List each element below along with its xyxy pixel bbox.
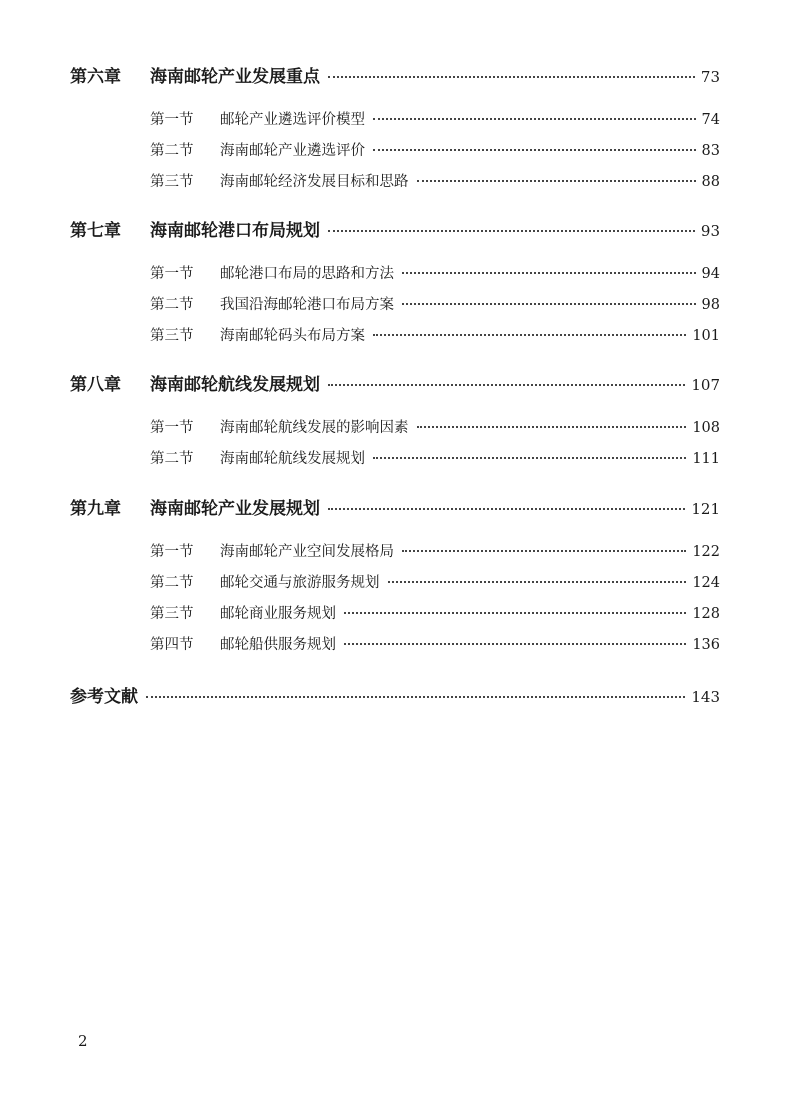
- section-title: 我国沿海邮轮港口布局方案: [220, 297, 394, 313]
- section-number: 第二节: [150, 575, 194, 591]
- toc-section-row[interactable]: [150, 571, 720, 592]
- toc-references-row[interactable]: [70, 682, 720, 707]
- references-title: 参考文献: [70, 687, 138, 707]
- section-number: 第三节: [150, 328, 194, 344]
- page-ref: 122: [692, 544, 720, 560]
- dot-leader: [417, 425, 687, 428]
- chapter-number: 第九章: [70, 499, 121, 519]
- dot-leader: [328, 383, 685, 386]
- page-ref: 108: [692, 420, 720, 436]
- page-ref: 124: [692, 575, 720, 591]
- dot-leader: [373, 456, 686, 459]
- toc-section-row[interactable]: [150, 447, 720, 468]
- page-ref: 98: [701, 297, 720, 313]
- section-title: 海南邮轮产业遴选评价: [220, 143, 365, 159]
- dot-leader: [146, 695, 685, 698]
- toc-section-row[interactable]: [150, 262, 720, 283]
- chapter-number: 第六章: [70, 67, 121, 87]
- page-ref: 111: [692, 451, 720, 467]
- dot-leader: [344, 642, 686, 645]
- toc-chapter-row[interactable]: [70, 62, 720, 87]
- section-title: 邮轮港口布局的思路和方法: [220, 266, 394, 282]
- page-ref: 107: [691, 376, 720, 394]
- toc-section-row[interactable]: [150, 293, 720, 314]
- section-title: 邮轮产业遴选评价模型: [220, 112, 365, 128]
- section-number: 第一节: [150, 544, 194, 560]
- chapter-title: 海南邮轮产业发展重点: [150, 67, 320, 87]
- page-ref: 136: [692, 637, 720, 653]
- page-number: 2: [78, 1032, 88, 1050]
- page-ref: 73: [700, 68, 720, 86]
- toc-section-row[interactable]: [150, 416, 720, 437]
- section-number: 第二节: [150, 143, 194, 159]
- toc-section-row[interactable]: [150, 170, 720, 191]
- dot-leader: [373, 148, 696, 151]
- toc-section-row[interactable]: [150, 540, 720, 561]
- dot-leader: [402, 302, 696, 305]
- section-title: 海南邮轮产业空间发展格局: [220, 544, 394, 560]
- dot-leader: [373, 333, 686, 336]
- page-ref: 121: [691, 500, 720, 518]
- page-ref: 83: [701, 143, 720, 159]
- chapter-number: 第八章: [70, 375, 121, 395]
- toc-chapter-row[interactable]: [70, 216, 720, 241]
- toc-chapter-row[interactable]: [70, 370, 720, 395]
- section-title: 海南邮轮码头布局方案: [220, 328, 365, 344]
- dot-leader: [328, 229, 695, 232]
- section-number: 第三节: [150, 606, 194, 622]
- page-ref: 93: [700, 222, 720, 240]
- toc-section-row[interactable]: [150, 324, 720, 345]
- section-number: 第二节: [150, 451, 194, 467]
- page-ref: 74: [701, 112, 720, 128]
- dot-leader: [344, 611, 686, 614]
- section-number: 第一节: [150, 112, 194, 128]
- dot-leader: [328, 507, 685, 510]
- chapter-number: 第七章: [70, 221, 121, 241]
- section-number: 第一节: [150, 266, 194, 282]
- toc-section-row[interactable]: [150, 108, 720, 129]
- dot-leader: [402, 549, 686, 552]
- toc-section-row[interactable]: [150, 633, 720, 654]
- chapter-title: 海南邮轮航线发展规划: [150, 375, 320, 395]
- chapter-title: 海南邮轮产业发展规划: [150, 499, 320, 519]
- chapter-title: 海南邮轮港口布局规划: [150, 221, 320, 241]
- section-title: 邮轮交通与旅游服务规划: [220, 575, 380, 591]
- section-title: 海南邮轮经济发展目标和思路: [220, 174, 409, 190]
- toc-chapter-row[interactable]: [70, 494, 720, 519]
- dot-leader: [417, 179, 696, 182]
- dot-leader: [328, 75, 695, 78]
- section-number: 第三节: [150, 174, 194, 190]
- section-title: 邮轮船供服务规划: [220, 637, 336, 653]
- toc-section-row[interactable]: [150, 139, 720, 160]
- section-title: 海南邮轮航线发展的影响因素: [220, 420, 409, 436]
- page-ref: 88: [701, 174, 720, 190]
- page-ref: 94: [701, 266, 720, 282]
- section-number: 第一节: [150, 420, 194, 436]
- section-title: 邮轮商业服务规划: [220, 606, 336, 622]
- dot-leader: [402, 271, 696, 274]
- toc-section-row[interactable]: [150, 602, 720, 623]
- page-ref: 128: [692, 606, 720, 622]
- section-number: 第二节: [150, 297, 194, 313]
- page-ref: 101: [692, 328, 720, 344]
- section-title: 海南邮轮航线发展规划: [220, 451, 365, 467]
- dot-leader: [388, 580, 687, 583]
- dot-leader: [373, 117, 696, 120]
- section-number: 第四节: [150, 637, 194, 653]
- page-ref: 143: [691, 688, 720, 706]
